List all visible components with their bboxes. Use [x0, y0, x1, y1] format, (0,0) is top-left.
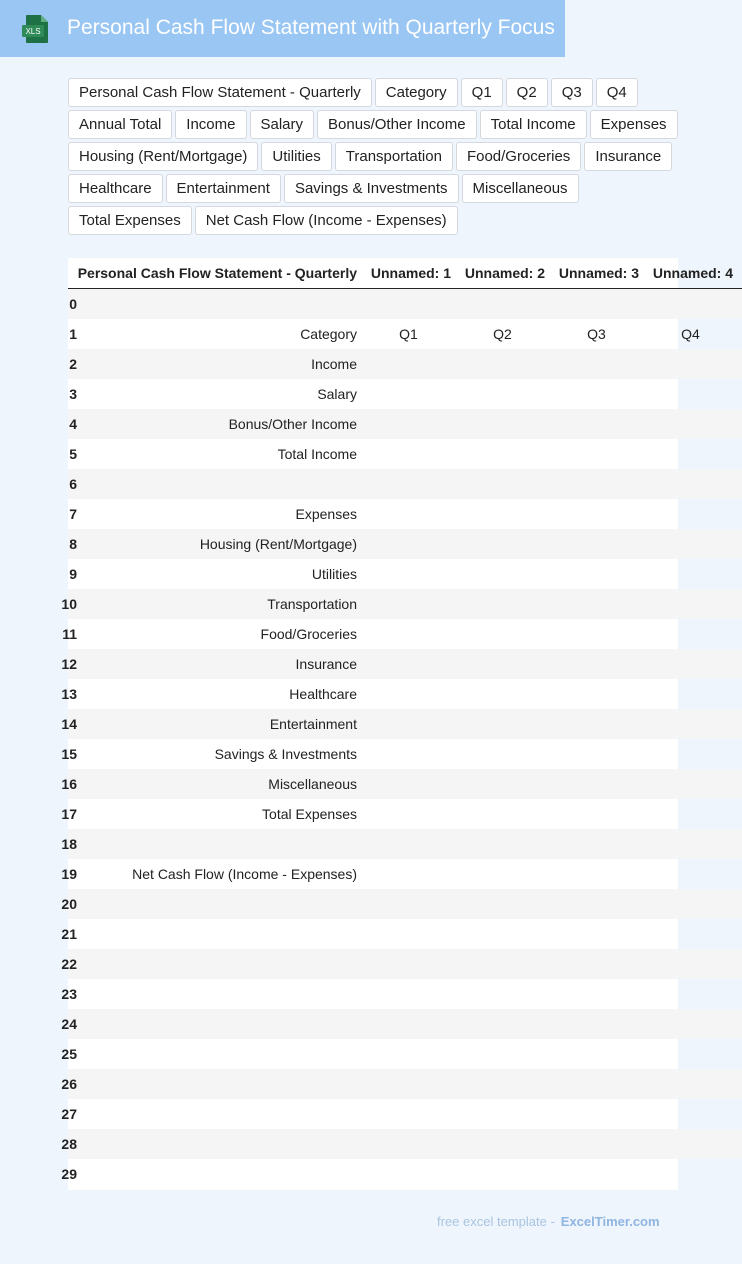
table-cell	[77, 1039, 366, 1069]
table-cell	[648, 739, 742, 769]
table-cell	[648, 799, 742, 829]
table-cell	[648, 889, 742, 919]
table-cell	[554, 649, 648, 679]
table-cell	[460, 889, 554, 919]
footer-prefix: free excel template -	[437, 1214, 555, 1229]
row-index-cell: 4	[68, 409, 77, 439]
table-cell	[366, 859, 460, 889]
table-cell	[554, 469, 648, 499]
table-cell	[460, 1099, 554, 1129]
table-row	[68, 499, 742, 529]
table-cell	[554, 589, 648, 619]
row-index-cell: 13	[61, 686, 77, 702]
table-cell	[554, 619, 648, 649]
table-cell	[366, 349, 460, 379]
table-cell	[77, 469, 366, 499]
column-chip[interactable]: Savings & Investments	[284, 174, 459, 203]
table-row	[68, 739, 742, 769]
column-chip[interactable]: Salary	[250, 110, 315, 139]
table-cell	[366, 499, 460, 529]
table-cell	[366, 709, 460, 739]
table-cell	[554, 1069, 648, 1099]
table-cell	[460, 649, 554, 679]
column-chip[interactable]: Expenses	[590, 110, 678, 139]
table-cell	[366, 799, 460, 829]
table-cell	[554, 1159, 648, 1189]
column-header-unnamed-1: Unnamed: 1	[366, 258, 460, 289]
table-cell	[648, 529, 742, 559]
table-cell	[648, 679, 742, 709]
table-row	[68, 889, 742, 919]
table-cell	[366, 439, 460, 469]
page-title: Personal Cash Flow Statement with Quarterly Focus	[67, 16, 555, 39]
table-cell	[648, 499, 742, 529]
table-cell	[648, 619, 742, 649]
table-cell	[366, 1009, 460, 1039]
table-row	[68, 619, 742, 649]
table-cell	[366, 559, 460, 589]
table-cell	[366, 649, 460, 679]
table-cell	[460, 589, 554, 619]
row-index-cell: 16	[68, 769, 77, 799]
table-cell	[554, 409, 648, 439]
table-cell: Q4	[681, 326, 700, 342]
table-cell	[460, 769, 554, 799]
table-cell	[554, 1099, 648, 1129]
table-cell	[648, 1159, 742, 1189]
table-cell	[460, 949, 554, 979]
column-chip[interactable]: Total Expenses	[68, 206, 192, 235]
table-cell	[648, 859, 742, 889]
table-cell	[648, 289, 742, 320]
table-cell	[366, 1069, 460, 1099]
table-cell: Net Cash Flow (Income - Expenses)	[132, 866, 357, 882]
data-table	[61, 258, 742, 1189]
table-cell: Savings & Investments	[214, 746, 357, 762]
excel-file-icon	[21, 14, 51, 44]
table-cell	[366, 1039, 460, 1069]
table-cell	[554, 349, 648, 379]
table-cell	[648, 469, 742, 499]
column-chip[interactable]: Personal Cash Flow Statement - Quarterly	[68, 78, 372, 107]
table-cell	[366, 769, 460, 799]
table-cell	[460, 1129, 554, 1159]
table-cell	[554, 799, 648, 829]
table-cell	[366, 679, 460, 709]
column-chip-list	[68, 78, 683, 235]
table-cell	[366, 919, 460, 949]
table-cell	[648, 979, 742, 1009]
column-header-unnamed-4: Unnamed: 4	[648, 258, 742, 289]
table-row	[68, 859, 742, 889]
table-cell: Transportation	[77, 589, 366, 619]
table-cell	[648, 1069, 742, 1099]
table-row	[68, 559, 742, 589]
row-index-cell: 18	[68, 829, 77, 859]
table-cell	[366, 949, 460, 979]
row-index-cell: 9	[69, 566, 77, 582]
table-cell	[366, 289, 460, 320]
column-chip[interactable]: Q2	[506, 78, 548, 107]
table-cell: Salary	[317, 386, 357, 402]
column-chip[interactable]: Net Cash Flow (Income - Expenses)	[195, 206, 458, 235]
table-cell	[366, 1159, 460, 1189]
table-cell: Q2	[493, 326, 512, 342]
table-cell	[366, 739, 460, 769]
table-row	[68, 799, 742, 829]
table-row	[68, 769, 742, 799]
table-cell	[554, 679, 648, 709]
table-cell	[648, 589, 742, 619]
table-row	[68, 409, 742, 439]
table-cell: Category	[300, 326, 357, 342]
table-cell	[460, 289, 554, 320]
table-cell	[460, 709, 554, 739]
table-cell	[366, 979, 460, 1009]
table-cell	[460, 679, 554, 709]
table-cell	[648, 1009, 742, 1039]
column-chip[interactable]: Insurance	[584, 142, 672, 171]
table-row	[68, 919, 742, 949]
table-cell: Food/Groceries	[260, 626, 357, 642]
table-cell	[77, 829, 366, 859]
table-cell	[554, 919, 648, 949]
table-row	[68, 1159, 742, 1189]
table-cell	[648, 349, 742, 379]
table-cell	[554, 859, 648, 889]
row-index-cell: 7	[69, 506, 77, 522]
table-row	[68, 829, 742, 859]
table-cell	[77, 979, 366, 1009]
table-row	[68, 589, 742, 619]
table-cell	[77, 289, 366, 320]
row-index-cell: 1	[69, 326, 77, 342]
row-index-cell: 15	[61, 746, 77, 762]
row-index-cell: 24	[68, 1009, 77, 1039]
column-chip[interactable]: Annual Total	[68, 110, 172, 139]
table-cell: Insurance	[77, 649, 366, 679]
table-cell	[77, 1129, 366, 1159]
table-cell	[554, 439, 648, 469]
table-row	[68, 709, 742, 739]
header-banner	[0, 0, 565, 57]
table-cell	[648, 559, 742, 589]
table-cell	[648, 409, 742, 439]
table-cell	[648, 1129, 742, 1159]
table-cell: Bonus/Other Income	[77, 409, 366, 439]
table-row	[68, 349, 742, 379]
table-row	[68, 1129, 742, 1159]
table-cell	[554, 889, 648, 919]
table-cell	[366, 529, 460, 559]
row-index-cell: 22	[68, 949, 77, 979]
column-chip[interactable]: Miscellaneous	[462, 174, 579, 203]
table-row	[68, 979, 742, 1009]
table-row	[68, 439, 742, 469]
table-cell	[554, 1039, 648, 1069]
table-cell	[460, 499, 554, 529]
row-index-cell: 27	[61, 1106, 77, 1122]
table-cell	[648, 649, 742, 679]
column-chip[interactable]: Q4	[596, 78, 638, 107]
table-cell	[366, 409, 460, 439]
table-cell	[77, 1099, 366, 1129]
table-row	[68, 529, 742, 559]
svg-text:XLS: XLS	[25, 27, 41, 37]
table-row	[68, 1069, 742, 1099]
table-cell	[554, 709, 648, 739]
table-cell	[648, 949, 742, 979]
table-cell	[648, 1039, 742, 1069]
table-cell	[554, 289, 648, 320]
table-cell	[554, 739, 648, 769]
table-cell	[648, 919, 742, 949]
table-cell	[554, 979, 648, 1009]
table-cell	[460, 1159, 554, 1189]
column-header-category: Personal Cash Flow Statement - Quarterly	[77, 258, 366, 289]
table-row	[68, 319, 742, 349]
table-cell	[77, 1069, 366, 1099]
table-cell	[460, 619, 554, 649]
table-cell	[460, 529, 554, 559]
row-index-cell: 6	[68, 469, 77, 499]
table-cell	[648, 1099, 742, 1129]
column-chip[interactable]: Utilities	[261, 142, 331, 171]
row-index-cell: 11	[62, 626, 77, 642]
table-header-row	[68, 258, 742, 289]
footer-credit	[437, 1214, 660, 1229]
table-cell	[366, 469, 460, 499]
table-cell	[366, 1099, 460, 1129]
table-cell: Income	[77, 349, 366, 379]
row-index-cell: 12	[68, 649, 77, 679]
column-chip[interactable]: Q3	[551, 78, 593, 107]
table-cell	[460, 739, 554, 769]
column-header-unnamed-2: Unnamed: 2	[460, 258, 554, 289]
table-cell	[460, 1039, 554, 1069]
table-cell	[648, 769, 742, 799]
table-cell	[460, 829, 554, 859]
table-row	[68, 1099, 742, 1129]
column-header-unnamed-3: Unnamed: 3	[554, 258, 648, 289]
table-cell	[460, 379, 554, 409]
column-chip[interactable]: Total Income	[480, 110, 587, 139]
table-cell	[554, 769, 648, 799]
table-cell	[460, 859, 554, 889]
row-index-cell: 10	[68, 589, 77, 619]
table-cell	[77, 1009, 366, 1039]
table-cell	[366, 379, 460, 409]
table-cell	[77, 889, 366, 919]
table-cell	[460, 469, 554, 499]
table-cell	[554, 1009, 648, 1039]
column-chip[interactable]: Category	[375, 78, 458, 107]
table-cell	[554, 949, 648, 979]
row-index-cell: 21	[61, 926, 77, 942]
row-index-cell: 29	[61, 1166, 77, 1182]
table-row	[68, 1039, 742, 1069]
table-cell	[554, 499, 648, 529]
table-cell	[77, 949, 366, 979]
table-cell	[554, 559, 648, 589]
table-cell	[460, 409, 554, 439]
table-cell	[460, 979, 554, 1009]
table-cell	[460, 559, 554, 589]
table-cell	[648, 709, 742, 739]
row-index-cell: 3	[69, 386, 77, 402]
table-cell	[460, 1069, 554, 1099]
row-index-cell: 20	[68, 889, 77, 919]
row-index-cell: 5	[69, 446, 77, 462]
table-cell	[460, 1009, 554, 1039]
table-cell: Total Expenses	[262, 806, 357, 822]
row-index-cell: 0	[68, 289, 77, 320]
table-cell	[460, 439, 554, 469]
table-cell	[366, 1129, 460, 1159]
table-cell: Q3	[587, 326, 606, 342]
row-index-cell: 25	[61, 1046, 77, 1062]
table-cell: Housing (Rent/Mortgage)	[77, 529, 366, 559]
row-index-cell: 19	[61, 866, 77, 882]
table-cell	[366, 619, 460, 649]
table-cell: Q1	[399, 326, 418, 342]
table-row	[68, 949, 742, 979]
column-chip[interactable]: Housing (Rent/Mortgage)	[68, 142, 258, 171]
row-index-cell: 28	[68, 1129, 77, 1159]
column-chip[interactable]: Transportation	[335, 142, 453, 171]
table-cell	[554, 829, 648, 859]
row-index-cell: 14	[68, 709, 77, 739]
table-cell	[460, 799, 554, 829]
table-cell	[554, 379, 648, 409]
table-cell: Total Income	[277, 446, 357, 462]
row-index-cell: 17	[61, 806, 77, 822]
table-cell: Entertainment	[77, 709, 366, 739]
column-chip[interactable]: Healthcare	[68, 174, 163, 203]
column-chip[interactable]: Bonus/Other Income	[317, 110, 477, 139]
column-header-index	[68, 258, 77, 289]
table-row	[68, 469, 742, 499]
table-cell	[366, 889, 460, 919]
column-chip[interactable]: Income	[175, 110, 246, 139]
column-chip[interactable]: Q1	[461, 78, 503, 107]
table-cell: Miscellaneous	[77, 769, 366, 799]
table-cell	[554, 1129, 648, 1159]
table-row	[68, 679, 742, 709]
table-row	[68, 289, 742, 320]
table-row	[68, 649, 742, 679]
table-cell: Expenses	[295, 506, 357, 522]
footer-brand-link[interactable]: ExcelTimer.com	[560, 1214, 660, 1229]
table-cell	[554, 529, 648, 559]
spreadsheet-preview	[61, 258, 733, 1190]
table-cell	[648, 439, 742, 469]
table-cell	[648, 379, 742, 409]
table-cell: Utilities	[311, 566, 357, 582]
row-index-cell: 23	[61, 986, 77, 1002]
table-cell	[77, 919, 366, 949]
table-cell	[366, 589, 460, 619]
row-index-cell: 26	[68, 1069, 77, 1099]
column-chip[interactable]: Entertainment	[166, 174, 281, 203]
table-cell	[460, 919, 554, 949]
row-index-cell: 8	[68, 529, 77, 559]
column-chip[interactable]: Food/Groceries	[456, 142, 581, 171]
table-cell	[366, 829, 460, 859]
table-cell: Healthcare	[289, 686, 357, 702]
table-cell	[648, 829, 742, 859]
table-row	[68, 379, 742, 409]
table-row	[68, 1009, 742, 1039]
table-cell	[460, 349, 554, 379]
row-index-cell: 2	[68, 349, 77, 379]
table-cell	[77, 1159, 366, 1189]
